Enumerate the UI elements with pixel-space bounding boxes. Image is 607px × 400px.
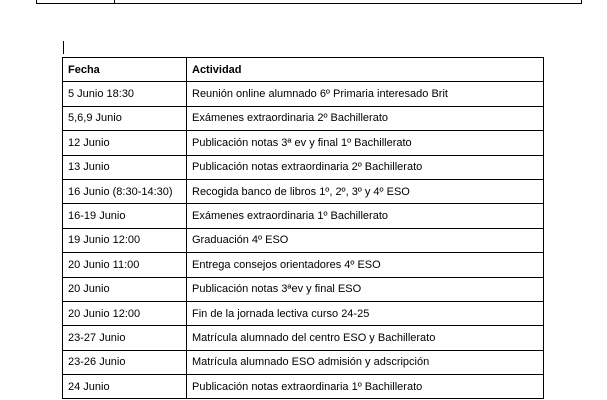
schedule-table	[62, 57, 544, 399]
table-row	[63, 155, 544, 179]
text-cursor	[63, 41, 64, 54]
cell-actividad[interactable]: Entrega consejos orientadores 4º ESO	[187, 253, 544, 277]
cell-actividad[interactable]: Publicación notas 3ª ev y final 1º Bachillerato	[187, 131, 544, 155]
cell-actividad[interactable]: Fin de la jornada lectiva curso 24-25	[187, 301, 544, 325]
header-fecha[interactable]: Fecha	[63, 58, 187, 82]
previous-table-divider	[114, 0, 115, 3]
previous-table-bottom	[36, 0, 582, 4]
table-row	[63, 131, 544, 155]
cell-actividad[interactable]: Reunión online alumnado 6º Primaria interesado Brit	[187, 82, 544, 106]
table-row	[63, 204, 544, 228]
cell-fecha[interactable]: 5,6,9 Junio	[63, 106, 187, 130]
cell-actividad[interactable]: Recogida banco de libros 1º, 2º, 3º y 4º ESO	[187, 179, 544, 203]
cell-fecha[interactable]: 5 Junio 18:30	[63, 82, 187, 106]
table-header-row	[63, 58, 544, 82]
cell-actividad[interactable]: Publicación notas extraordinaria 2º Bachillerato	[187, 155, 544, 179]
cell-fecha[interactable]: 23-27 Junio	[63, 326, 187, 350]
table-row	[63, 375, 544, 399]
table-row	[63, 106, 544, 130]
table-row	[63, 301, 544, 325]
table-row	[63, 277, 544, 301]
cell-fecha[interactable]: 12 Junio	[63, 131, 187, 155]
cell-fecha[interactable]: 20 Junio 12:00	[63, 301, 187, 325]
table-row	[63, 350, 544, 374]
cell-actividad[interactable]: Publicación notas extraordinaria 1º Bachillerato	[187, 375, 544, 399]
table-row	[63, 179, 544, 203]
table-row	[63, 82, 544, 106]
cell-fecha[interactable]: 20 Junio 11:00	[63, 253, 187, 277]
cell-fecha[interactable]: 16-19 Junio	[63, 204, 187, 228]
cell-fecha[interactable]: 16 Junio (8:30-14:30)	[63, 179, 187, 203]
cell-fecha[interactable]: 20 Junio	[63, 277, 187, 301]
cell-fecha[interactable]: 24 Junio	[63, 375, 187, 399]
cell-actividad[interactable]: Graduación 4º ESO	[187, 228, 544, 252]
cell-actividad[interactable]: Matrícula alumnado ESO admisión y adscripción	[187, 350, 544, 374]
cell-actividad[interactable]: Exámenes extraordinaria 2º Bachillerato	[187, 106, 544, 130]
cell-fecha[interactable]: 23-26 Junio	[63, 350, 187, 374]
cell-actividad[interactable]: Matrícula alumnado del centro ESO y Bachillerato	[187, 326, 544, 350]
cell-fecha[interactable]: 19 Junio 12:00	[63, 228, 187, 252]
table-row	[63, 253, 544, 277]
cell-actividad[interactable]: Publicación notas 3ªev y final ESO	[187, 277, 544, 301]
header-actividad[interactable]: Actividad	[187, 58, 544, 82]
table-body	[63, 82, 544, 399]
table-row	[63, 228, 544, 252]
cell-fecha[interactable]: 13 Junio	[63, 155, 187, 179]
table-row	[63, 326, 544, 350]
cell-actividad[interactable]: Exámenes extraordinaria 1º Bachillerato	[187, 204, 544, 228]
